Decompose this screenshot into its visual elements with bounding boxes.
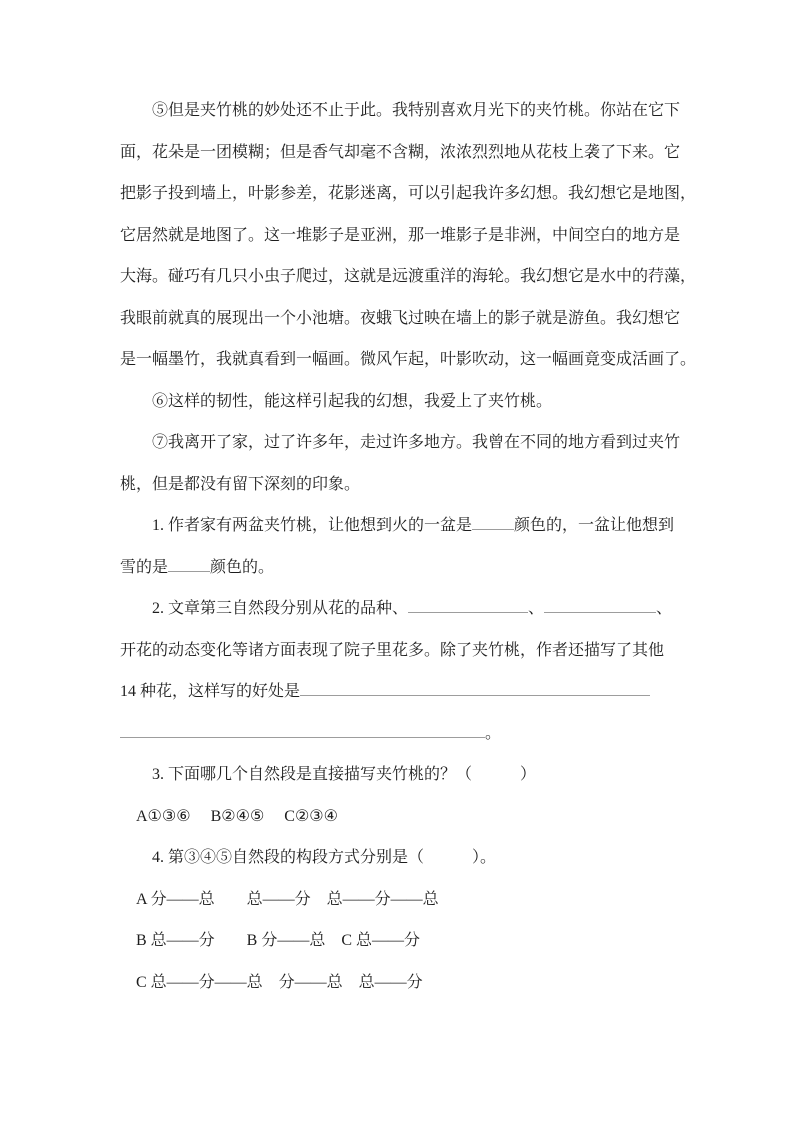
para5-line6 bbox=[120, 298, 685, 340]
text-run: ⑦我离开了家，过了许多年，走过许多地方。我曾在不同的地方看到过夹竹 bbox=[152, 434, 681, 451]
text-run: 把影子投到墙上，叶影参差，花影迷离，可以引起我许多幻想。我幻想它是地图， bbox=[120, 185, 697, 202]
para5-line7 bbox=[120, 339, 697, 381]
question4-line1 bbox=[120, 837, 685, 879]
question1-line1 bbox=[120, 505, 685, 547]
text-run: C 总——分——总 分——总 总——分 bbox=[136, 973, 423, 991]
answer-blank bbox=[168, 559, 210, 572]
text-run: B 总——分 B 分——总 C 总——分 bbox=[136, 932, 421, 949]
question2-line2 bbox=[120, 630, 685, 672]
text-run: ⑥这样的韧性，能这样引起我的幻想，我爱上了夹竹桃。 bbox=[152, 392, 553, 410]
text-run: 开花的动态变化等诸方面表现了院子里花多。除了夹竹桃，作者还描写了其他 bbox=[120, 641, 665, 659]
answer-blank bbox=[472, 517, 514, 530]
question1-line2 bbox=[120, 547, 685, 589]
question4-optionA bbox=[120, 879, 685, 921]
text-run: 是一幅墨竹，我就真看到一幅画。微风乍起，叶影吹动，这一幅画竟变成活画了。 bbox=[120, 351, 697, 368]
question2-line1 bbox=[120, 588, 685, 630]
answer-blank bbox=[408, 600, 528, 613]
para7-line2 bbox=[120, 464, 685, 506]
question3-line1 bbox=[120, 754, 685, 796]
para5-line5 bbox=[120, 256, 697, 298]
para6-line1 bbox=[120, 381, 685, 423]
text-run: 3. 下面哪几个自然段是直接描写夹竹桃的？（ ） bbox=[152, 766, 537, 783]
text-run: A①③⑥ B②④⑤ C②③④ bbox=[136, 807, 338, 825]
text-run: 它居然就是地图了。这一堆影子是亚洲，那一堆影子是非洲，中间空白的地方是 bbox=[120, 226, 681, 244]
text-run: 桃，但是都没有留下深刻的印象。 bbox=[120, 475, 361, 493]
text-run: 面，花朵是一团模糊；但是香气却毫不含糊，浓浓烈烈地从花枝上袭了下来。它 bbox=[120, 143, 681, 161]
text-run: 颜色的。 bbox=[210, 558, 275, 576]
text-run: 、 bbox=[656, 600, 673, 617]
text-run: ⑤但是夹竹桃的妙处还不止于此。我特别喜欢月光下的夹竹桃。你站在它下 bbox=[152, 102, 681, 119]
text-run: 、 bbox=[528, 600, 545, 617]
text-run: 大海。碰巧有几只小虫子爬过，这就是远渡重洋的海轮。我幻想它是水中的荇藻， bbox=[120, 268, 697, 285]
text-run: 颜色的，一盆让他想到 bbox=[514, 517, 675, 534]
para5-line3 bbox=[120, 173, 697, 215]
question4-optionB bbox=[120, 920, 685, 962]
document-body bbox=[120, 90, 697, 1003]
para7-line1 bbox=[120, 422, 685, 464]
answer-blank bbox=[544, 600, 656, 613]
text-run: 2. 文章第三自然段分别从花的品种、 bbox=[152, 600, 409, 617]
text-run: 14 种花，这样写的好处是 bbox=[120, 683, 301, 700]
question3-options bbox=[120, 796, 685, 838]
answer-blank bbox=[300, 683, 650, 696]
question2-line4 bbox=[120, 713, 685, 755]
text-run: 。 bbox=[485, 724, 502, 742]
text-run: 雪的是 bbox=[120, 558, 169, 576]
question2-line3 bbox=[120, 671, 685, 713]
question4-optionC bbox=[120, 962, 685, 1004]
text-run: 1. 作者家有两盆夹竹桃，让他想到火的一盆是 bbox=[152, 517, 473, 534]
text-run: 我眼前就真的展现出一个小池塘。夜蛾飞过映在墙上的影子就是游鱼。我幻想它 bbox=[120, 309, 681, 327]
para5-line4 bbox=[120, 215, 685, 257]
para5-line2 bbox=[120, 132, 685, 174]
text-run: A 分——总 总——分 总——分——总 bbox=[136, 890, 439, 908]
text-run: 4. 第③④⑤自然段的构段方式分别是（ ）。 bbox=[152, 849, 497, 866]
answer-blank bbox=[120, 725, 485, 738]
para5-line1 bbox=[120, 90, 685, 132]
